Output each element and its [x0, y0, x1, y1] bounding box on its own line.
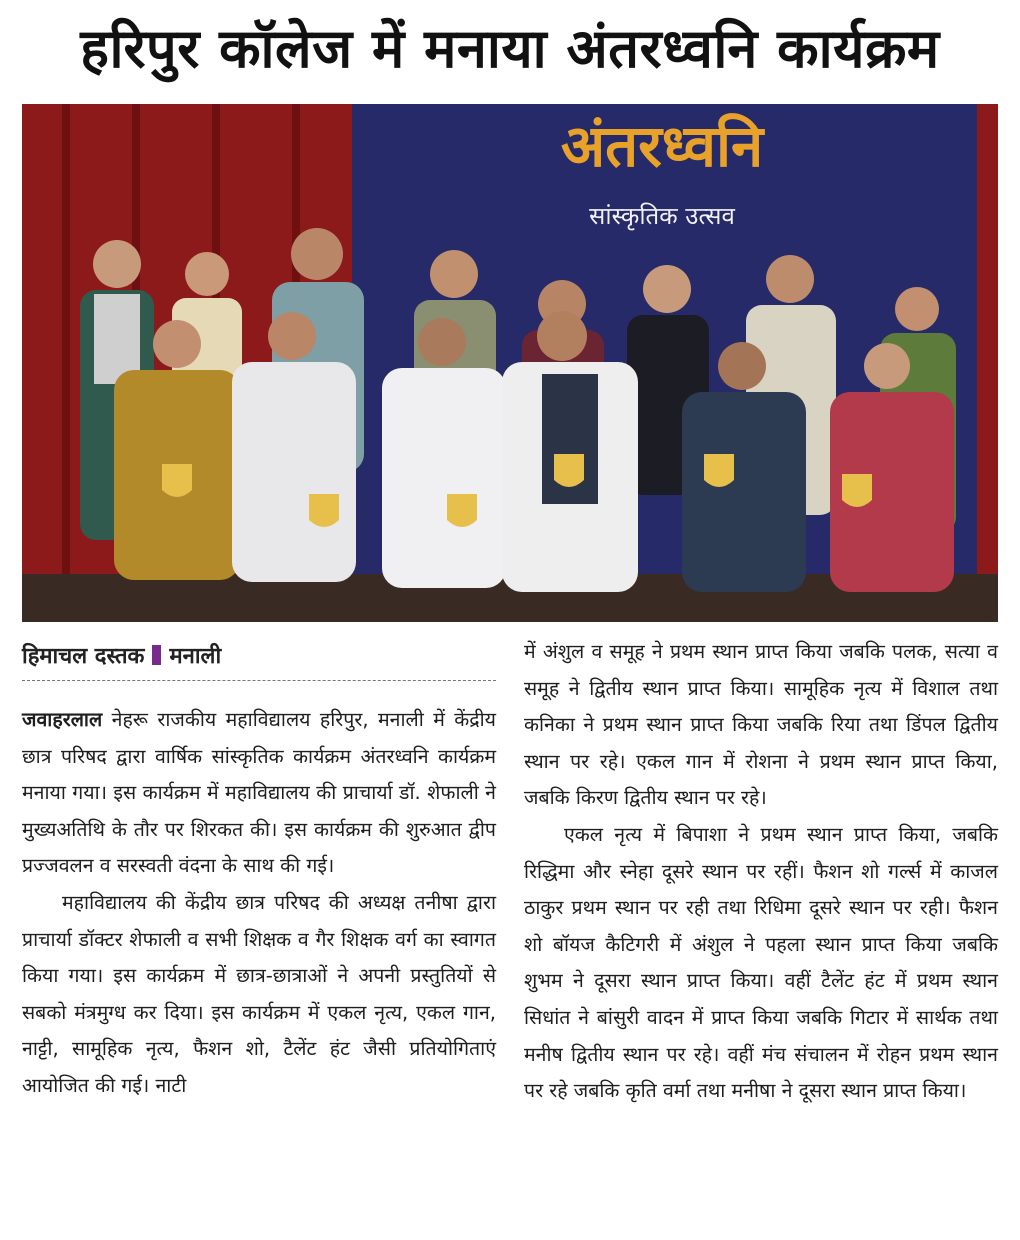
article-column-right — [524, 634, 998, 1110]
publication-name: हिमाचल दस्तक — [22, 644, 145, 669]
article-paragraph: एकल नृत्य में बिपाशा ने प्रथम स्थान प्राप्त किया, जबकि रिद्धिमा और स्नेहा दूसरे स्थान पर रहीं। फैशन शो गर्ल्स में काजल ठाकुर प्रथम स्थान पर रही तथा रिधिमा दूसरे स्थान पर रही। फैशन शो बॉयज कैटिगरी में अंशुल ने पहला स्थान प्राप्त किया जबकि शुभम ने दूसरा स्थान प्राप्त किया। वहीं टैलेंट हंट में प्रथम स्थान सिधांत ने बांसुरी वादन में प्राप्त किया जबकि गिटार में सार्थक तथा मनीष द्वितीय स्थान पर रहे। वहीं मंच संचालन में रोहन प्रथम स्थान पर रहे जबकि कृति वर्मा तथा मनीषा ने दूसरा स्थान प्राप्त किया। — [524, 822, 998, 1103]
article-column-left — [22, 702, 496, 1105]
group-photo — [22, 104, 998, 622]
banner-title: अंतरध्वनि — [560, 112, 764, 180]
headline: हरिपुर कॉलेज में मनाया अंतरध्वनि कार्यक्रम — [80, 17, 940, 80]
article-paragraph: महाविद्यालय की केंद्रीय छात्र परिषद की अध्यक्ष तनीषा द्वारा प्राचार्या डॉक्टर शेफाली व सभी शिक्षक व गैर शिक्षक वर्ग का स्वागत किया गया। इस कार्यक्रम में छात्र-छात्राओं ने अपनी प्रस्तुतियों से सबको मंत्रमुग्ध कर दिया। इस कार्यक्रम में एकल नृत्य, एकल गान, नाट्टी, सामूहिक नृत्य, फैशन शो, टैलेंट हंट जैसी प्रतियोगिताएं आयोजित की गई। नाटी — [22, 890, 496, 1097]
byline — [22, 640, 496, 681]
byline-separator — [152, 645, 161, 665]
paragraph-text: नेहरू राजकीय महाविद्यालय हरिपुर, मनाली में केंद्रीय छात्र परिषद द्वारा वार्षिक सांस्कृतिक कार्यक्रम अंतरध्वनि कार्यक्रम मनाया गया। इस कार्यक्रम में महाविद्यालय की प्राचार्या डॉ. शेफाली ने मुख्यअतिथि के तौर पर शिरकत की। इस कार्यक्रम की शुरुआत द्वीप प्रज्जवलन व सरस्वती वंदना के साथ की गई। — [22, 708, 496, 878]
article-paragraph: में अंशुल व समूह ने प्रथम स्थान प्राप्त किया जबकि पलक, सत्या व समूह ने द्वितीय स्थान प्राप्त किया। सामूहिक नृत्य में विशाल तथा कनिका ने प्रथम स्थान प्राप्त किया जबकि रिया तथा डिंपल द्वितीय स्थान पर रहे। एकल गान में रोशना ने प्रथम स्थान प्राप्त किया, जबकि किरण द्वितीय स्थान पर रहे। — [524, 640, 998, 810]
lead-word: जवाहरलाल — [22, 708, 103, 731]
dateline-place: मनाली — [169, 644, 222, 669]
banner-subtitle: सांस्कृतिक उत्सव — [589, 202, 735, 230]
article-paragraph — [22, 702, 496, 885]
group-photo-illustration — [22, 104, 998, 622]
